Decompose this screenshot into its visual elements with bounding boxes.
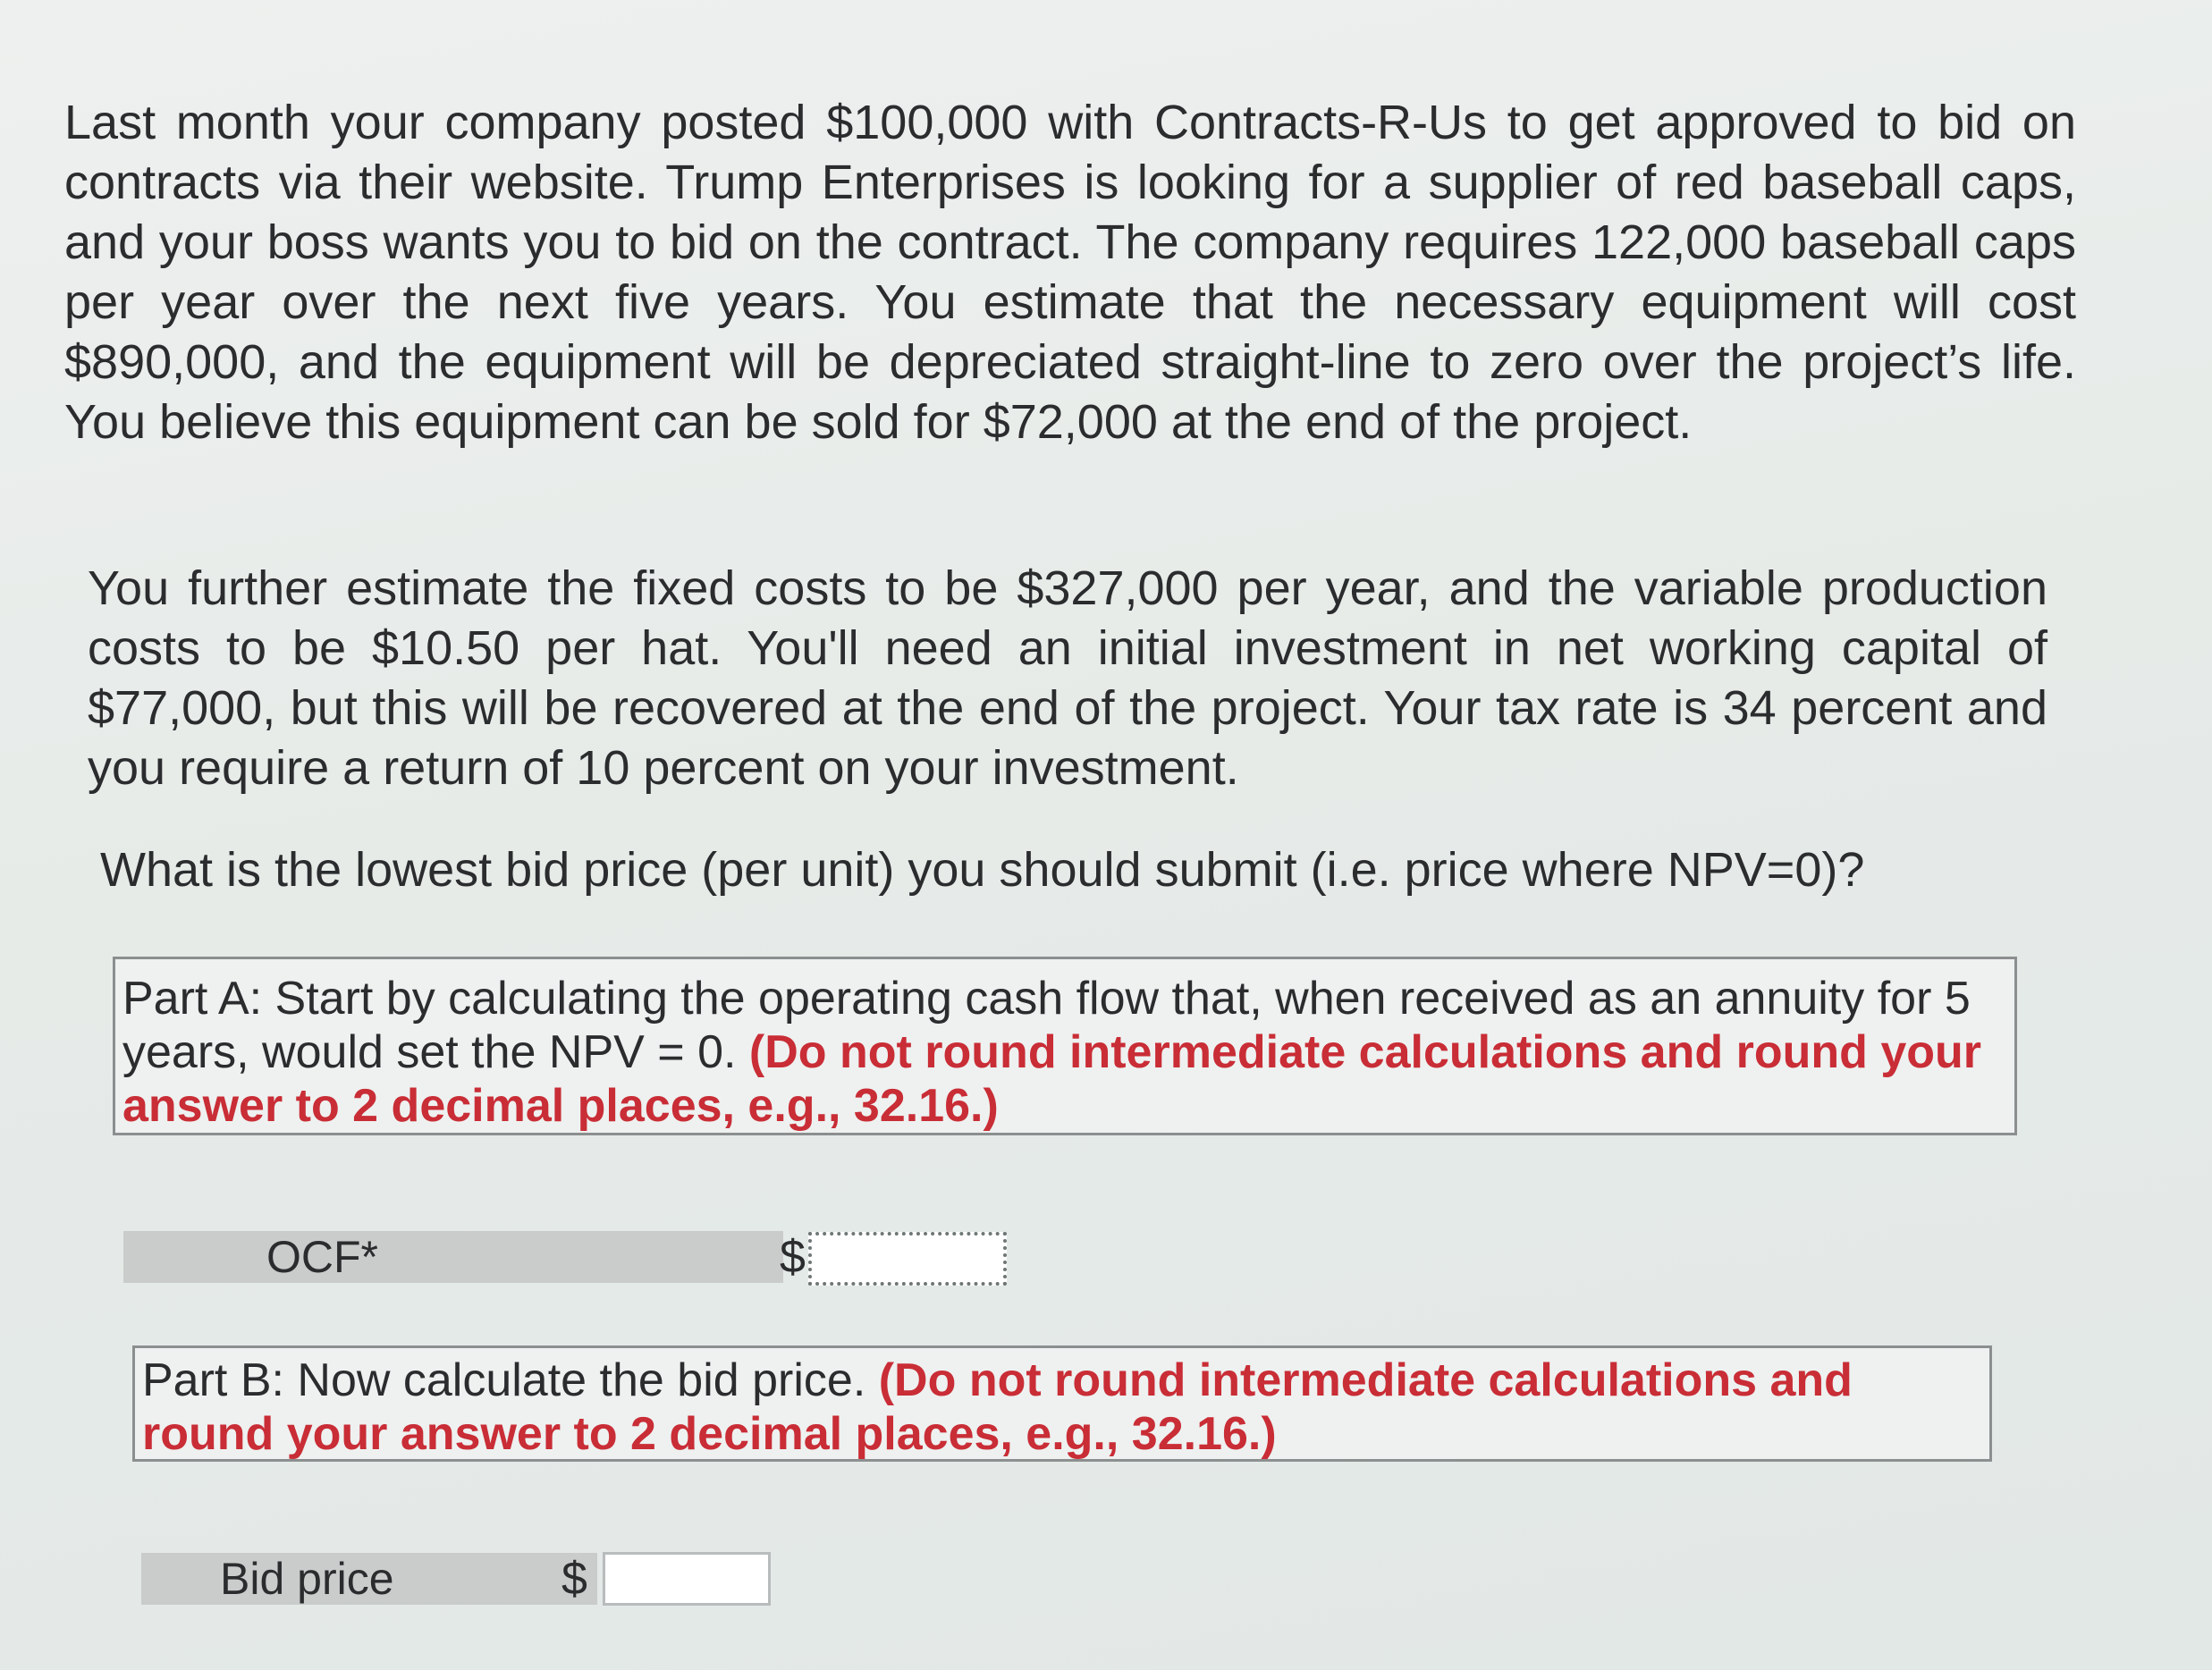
- part-a-instructions-box: [113, 957, 2017, 1135]
- bid-price-dollar-sign: $: [561, 1553, 587, 1605]
- problem-paragraph-2: You further estimate the fixed costs to be $327,000 per year, and the variable production costs to be $10.50 per hat. You'll need an initial investment in net working capital of $77,000, but this will be recovered at the end of the project. Your tax rate is 34 percent and you require a return of 10 percent on your investment.: [88, 561, 2047, 795]
- part-a-rounding-instruction: (Do not round intermediate calculations and round your answer to 2 decimal places, e.g., 32.16.): [122, 1026, 1981, 1132]
- part-a-text: Part A: Start by calculating the operating cash flow that, when received as an annuity for 5 years, would set the NPV = 0.: [122, 973, 1971, 1078]
- ocf-dollar-sign: $: [780, 1231, 806, 1283]
- problem-paragraph-1: Last month your company posted $100,000 with Contracts-R-Us to get approved to bid on contracts via their website. Trump Enterprises is looking for a supplier of red baseball caps, and your boss wants you to bid on the contract. The company requires 122,000 baseball caps per year over the next five years. You estimate that the necessary equipment will cost $890,000, and the equipment will be depreciated straight-line to zero over the project’s life. You believe this equipment can be sold for $72,000 at the end of the project.: [64, 96, 2076, 449]
- part-b-rounding-instruction: (Do not round intermediate calculations and round your answer to 2 decimal places, e.g., 32.16.): [142, 1354, 1853, 1460]
- ocf-input[interactable]: [808, 1232, 1007, 1286]
- ocf-label: OCF*: [266, 1232, 378, 1282]
- bid-price-answer-row: [141, 1553, 597, 1605]
- bid-price-input[interactable]: [603, 1552, 771, 1606]
- part-b-text: Part B: Now calculate the bid price.: [142, 1354, 879, 1406]
- problem-question: What is the lowest bid price (per unit) you should submit (i.e. price where NPV=0)?: [100, 843, 1865, 897]
- bid-price-label: Bid price: [220, 1554, 394, 1604]
- ocf-answer-row: [123, 1231, 783, 1283]
- part-b-instructions-box: [132, 1345, 1992, 1462]
